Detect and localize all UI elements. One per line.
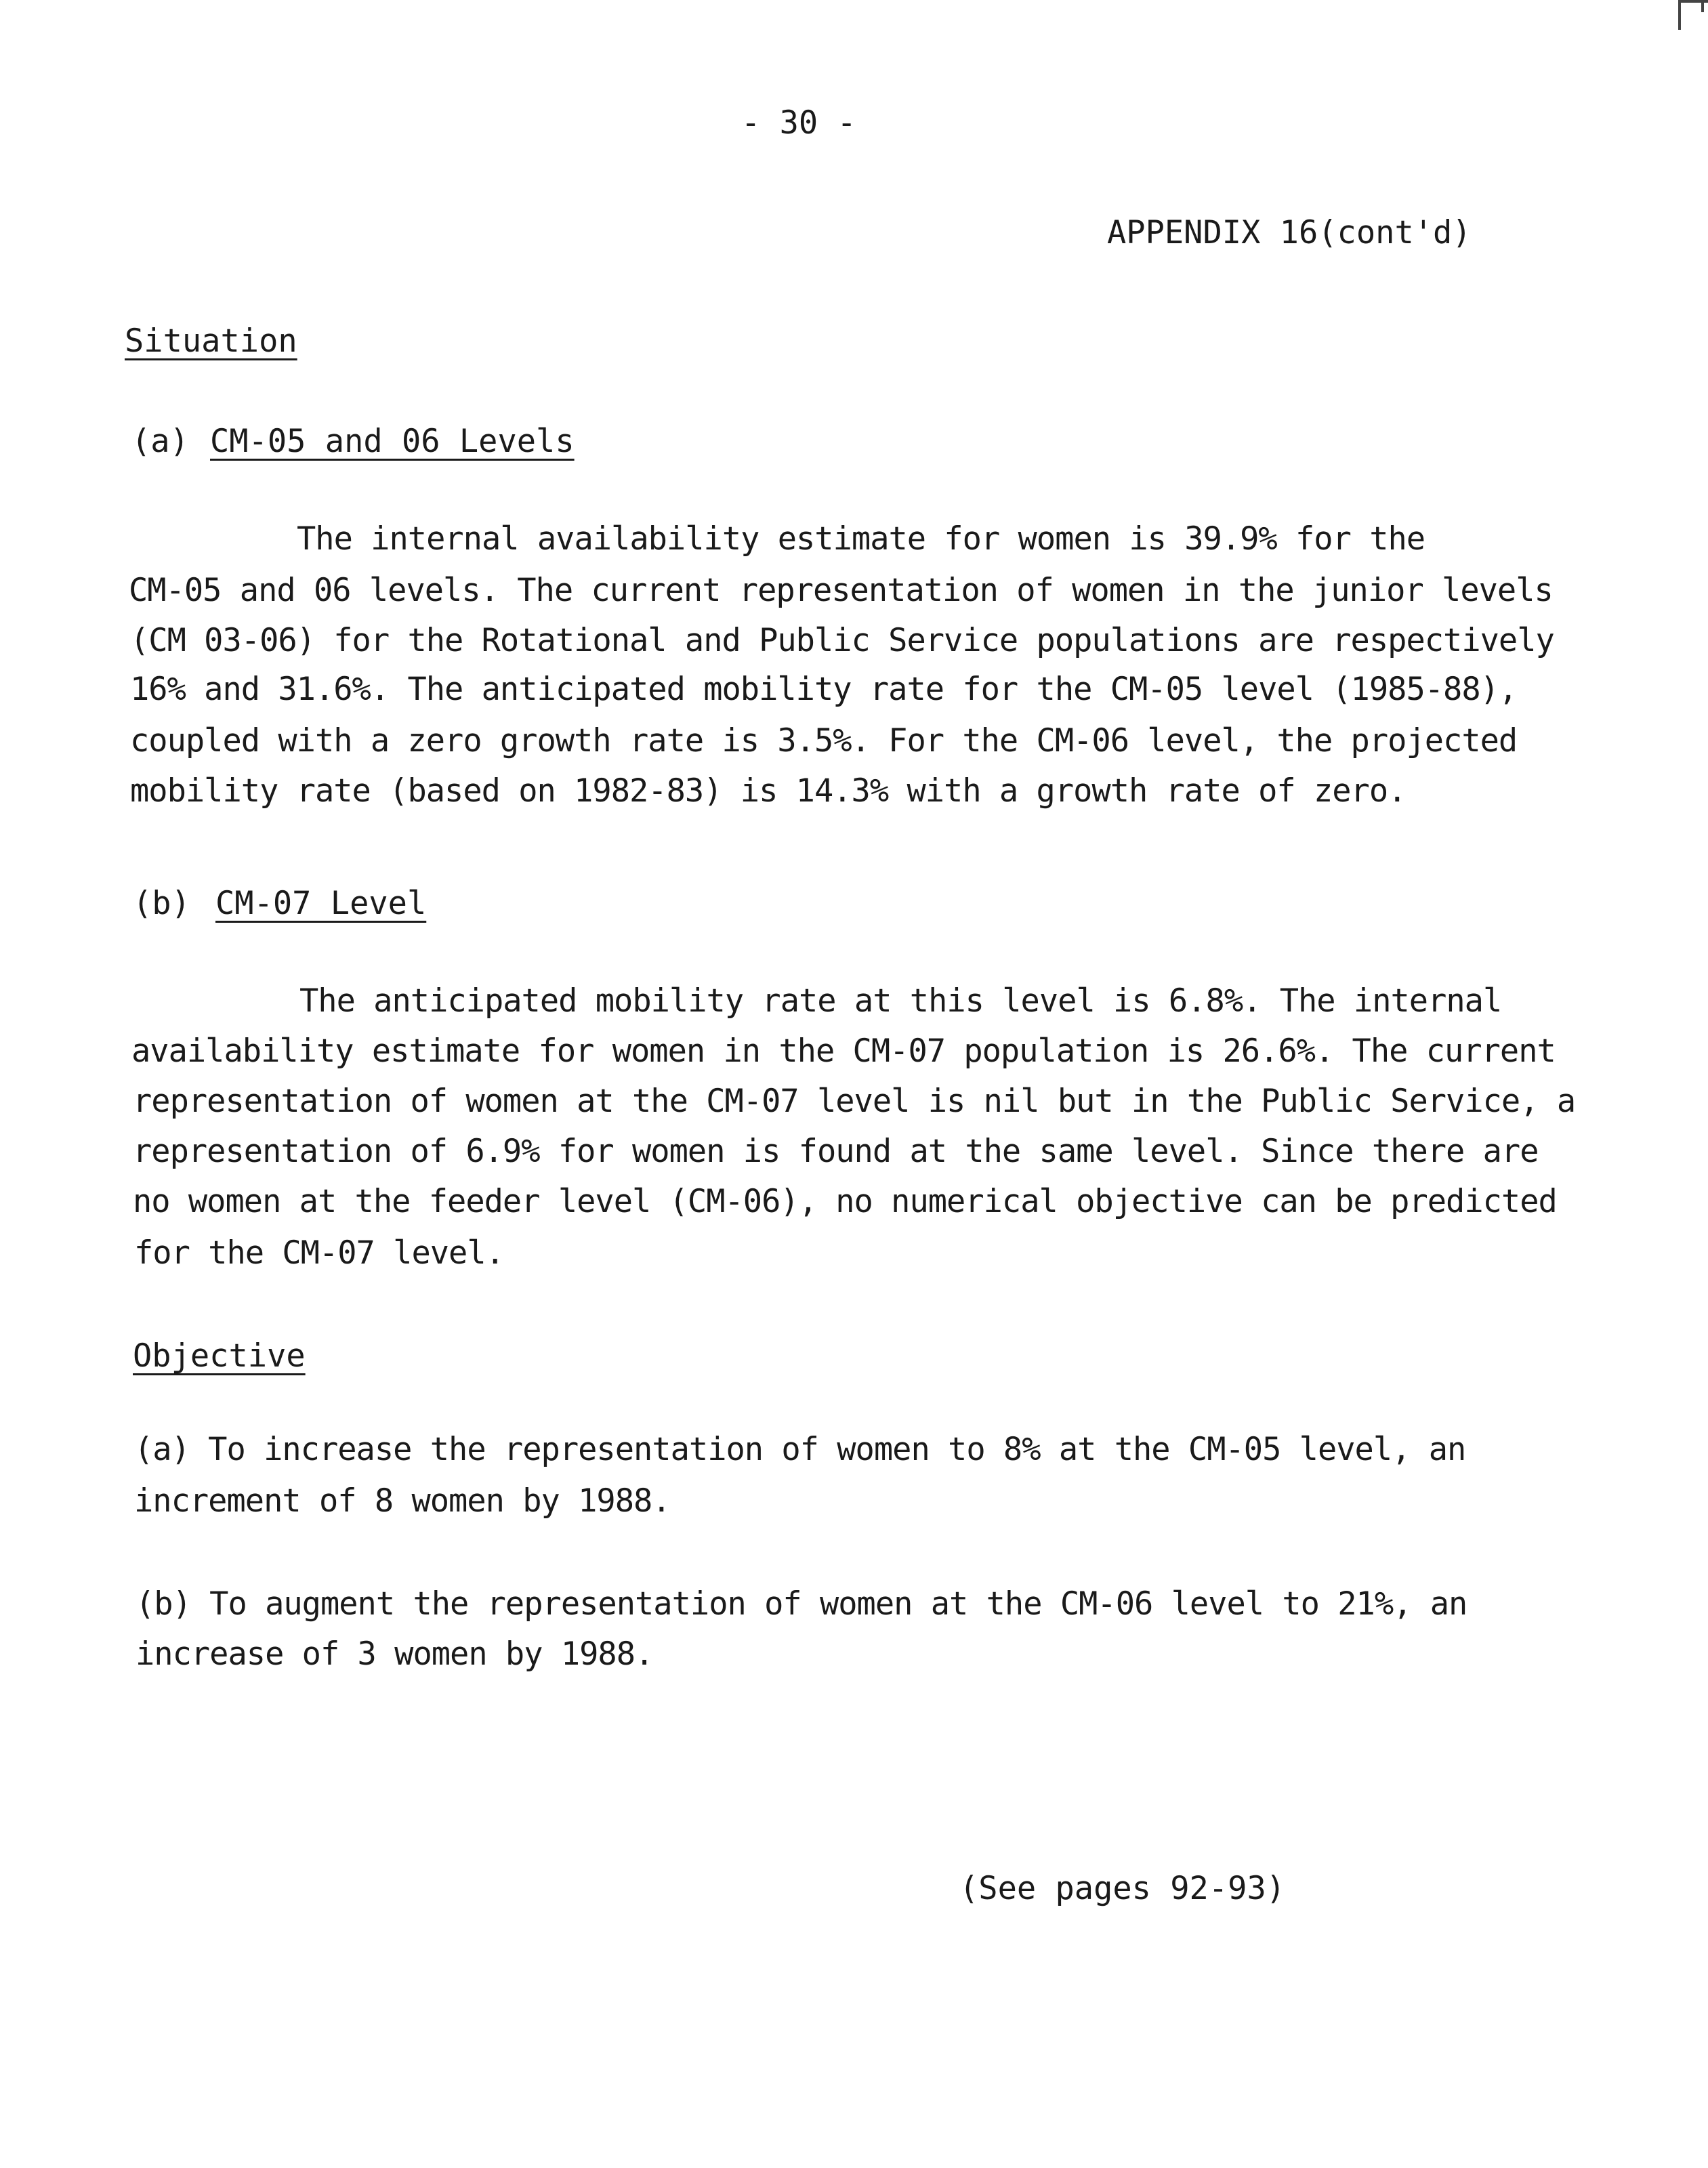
section-b-line: representation of women at the CM-07 level is nil but in the Public Service, a — [133, 1083, 1576, 1120]
objective-a-line: (a) To increase the representation of women to 8% at the CM-05 level, an — [134, 1431, 1466, 1468]
section-b-title: CM-07 Level — [215, 885, 427, 922]
objective-a-line: increment of 8 women by 1988. — [134, 1482, 671, 1520]
section-b-line: no women at the feeder level (CM-06), no numerical objective can be predicted — [133, 1183, 1557, 1220]
corner-crop-mark — [1678, 0, 1708, 30]
see-pages-note: (See pages 92-93) — [959, 1870, 1286, 1907]
section-b-marker: (b) — [133, 885, 190, 922]
section-a-line: coupled with a zero growth rate is 3.5%. For the CM-06 level, the projected — [130, 722, 1518, 759]
section-a-marker: (a) — [131, 423, 189, 460]
objective-b-line: increase of 3 women by 1988. — [136, 1635, 654, 1673]
page-number: - 30 - — [741, 104, 856, 142]
objective-heading: Objective — [133, 1337, 306, 1375]
section-b-line: representation of 6.9% for women is found at the same level. Since there are — [133, 1133, 1539, 1170]
objective-b-line: (b) To augment the representation of women at the CM-06 level to 21%, an — [136, 1585, 1467, 1623]
section-a-line: 16% and 31.6%. The anticipated mobility rate for the CM-05 level (1985-88), — [130, 671, 1518, 708]
section-a-title: CM-05 and 06 Levels — [210, 423, 575, 460]
section-a-line: (CM 03-06) for the Rotational and Public Service populations are respectively — [130, 622, 1554, 659]
section-b-line: for the CM-07 level. — [134, 1234, 504, 1272]
section-a-line: CM-05 and 06 levels. The current representation of women in the junior levels — [129, 572, 1553, 609]
section-b-line: availability estimate for women in the CM-07 population is 26.6%. The current — [131, 1033, 1556, 1070]
section-a-line: The internal availability estimate for women is 39.9% for the — [297, 520, 1425, 558]
section-a-line: mobility rate (based on 1982-83) is 14.3% with a growth rate of zero. — [130, 772, 1407, 810]
section-b-line: The anticipated mobility rate at this level is 6.8%. The internal — [299, 982, 1502, 1020]
appendix-label: APPENDIX 16(cont'd) — [1107, 214, 1472, 251]
situation-heading: Situation — [125, 322, 297, 360]
